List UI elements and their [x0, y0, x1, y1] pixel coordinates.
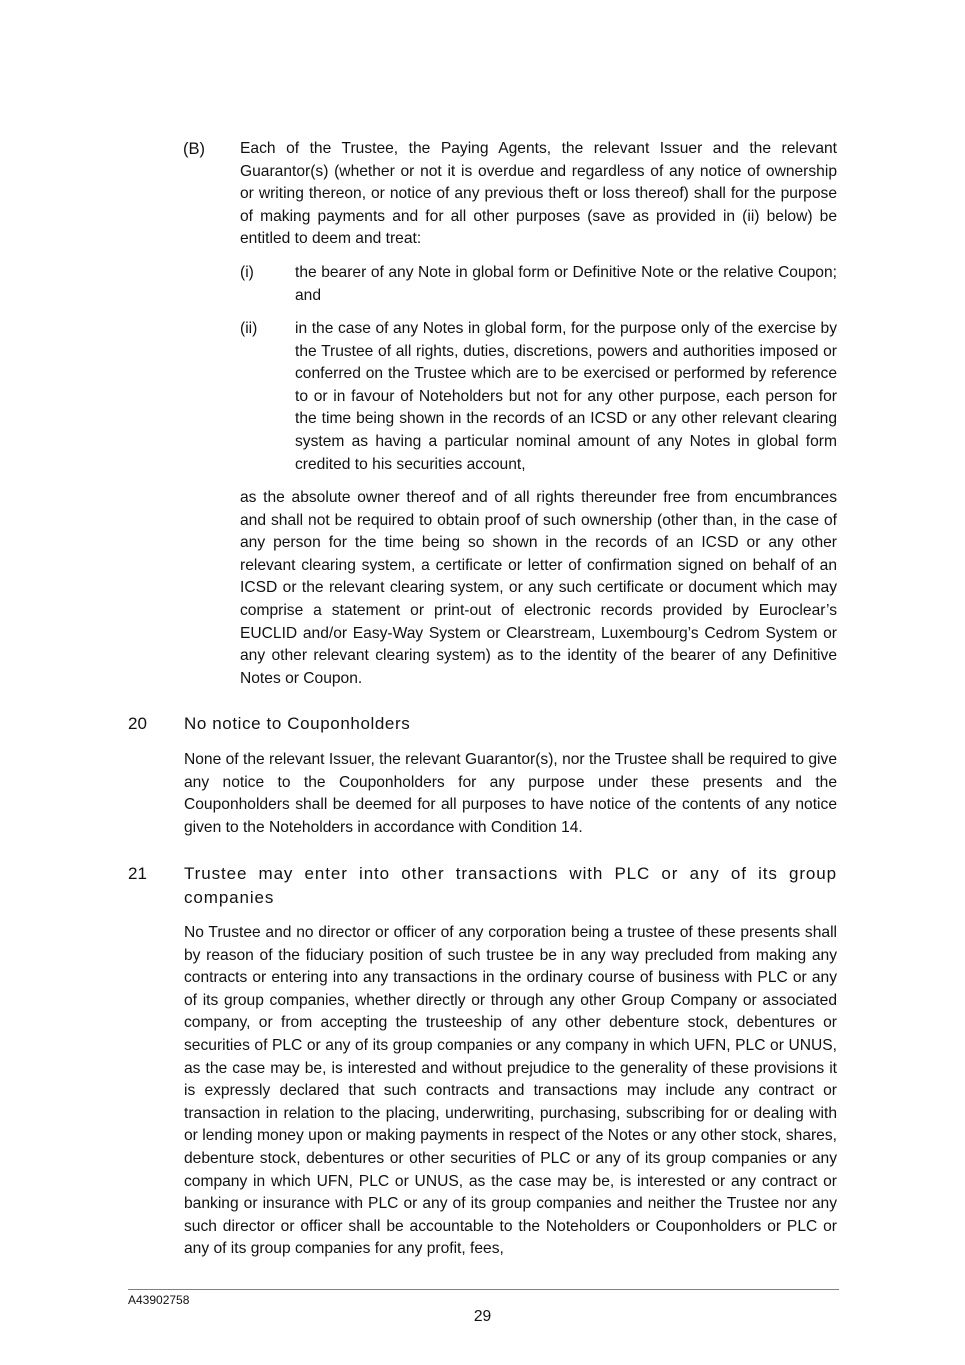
clause-b-item-ii-label: (ii)	[240, 320, 258, 337]
section-20-number: 20	[128, 714, 147, 733]
section-21-body: No Trustee and no director or officer of any corporation being a trustee of these presents shall by reason of the fiduciary position of such trustee be in any way precluded from making any contracts or entering into any transactions in the ordinary course of business with PLC or any of its group companies, whether directly or through any other Group Company or associated company, or from accepting the trusteeship of any other debenture stock, debentures or securities of PLC or any of its group companies or any company in which UFN, PLC or UNUS, as the case may be, is interested and without prejudice to the generality of these provisions it is expressly declared that such contracts and transactions may include any contract or transaction in relation to the placing, underwriting, purchasing, subscribing for or dealing with or lending money upon or making payments in respect of the Notes or any other stock, shares, debenture stock, debentures or other securities of PLC or any of its group companies or any company in which UFN, PLC or UNUS, as the case may be, is interested or any contract or banking or insurance with PLC or any of its group companies and neither the Trustee nor any such director or officer shall be accountable to the Noteholders or Couponholders or PLC or any of its group companies for any profit, fees,	[184, 924, 837, 1258]
section-20-body: None of the relevant Issuer, the relevant Guarantor(s), nor the Trustee shall be required to give any notice to the Couponholders for any purpose under these presents and the Couponholders shall be deemed for all purposes to have notice of the contents of any notice given to the Noteholders in accordance with Condition 14.	[184, 751, 837, 836]
clause-b-intro: Each of the Trustee, the Paying Agents, the relevant Issuer and the relevant Guarantor(s) (whether or not it is overdue and regardless of any notice of ownership or writing thereon, or notice of any previous theft or loss thereof) shall for the purpose of making payments and for all other purposes (save as provided in (ii) below) be entitled to deem and treat:	[240, 140, 837, 248]
section-20-title: No notice to Couponholders	[184, 714, 411, 733]
clause-b-item-i-label: (i)	[240, 264, 254, 281]
clause-b-item-i-text: the bearer of any Note in global form or Definitive Note or the relative Coupon; and	[295, 264, 837, 304]
page-number: 29	[473, 1308, 492, 1325]
document-reference: A43902758	[128, 1293, 190, 1307]
clause-b-label: (B)	[183, 140, 205, 158]
section-21-number: 21	[128, 864, 147, 883]
clause-b-closing: as the absolute owner thereof and of all rights thereunder free from encumbrances and shall not be required to obtain proof of such ownership (other than, in the case of any person for the time being so shown in the records of an ICSD or any other relevant clearing system, a certificate or letter of confirmation signed on behalf of an ICSD or the relevant clearing system, or any such certificate or document which may comprise a statement or print-out of electronic records provided by Euroclear’s EUCLID and/or Easy-Way System or Clearstream, Luxembourg’s Cedrom System or any other relevant clearing system) as to the identity of the bearer of any Definitive Notes or Coupon.	[240, 489, 837, 687]
clause-b-item-ii-text: in the case of any Notes in global form, for the purpose only of the exercise by the Trustee of all rights, duties, discretions, powers and authorities imposed or conferred on the Trustee which are to be exercised or performed by reference to or in favour of Noteholders but not for any other purpose, each person for the time being shown in the records of an ICSD or any other relevant clearing system as having a particular nominal amount of any Notes in global form credited to his securities account,	[295, 320, 837, 473]
section-21-title: Trustee may enter into other transactions with PLC or any of its group companies	[184, 864, 837, 907]
footer-divider	[128, 1289, 839, 1290]
